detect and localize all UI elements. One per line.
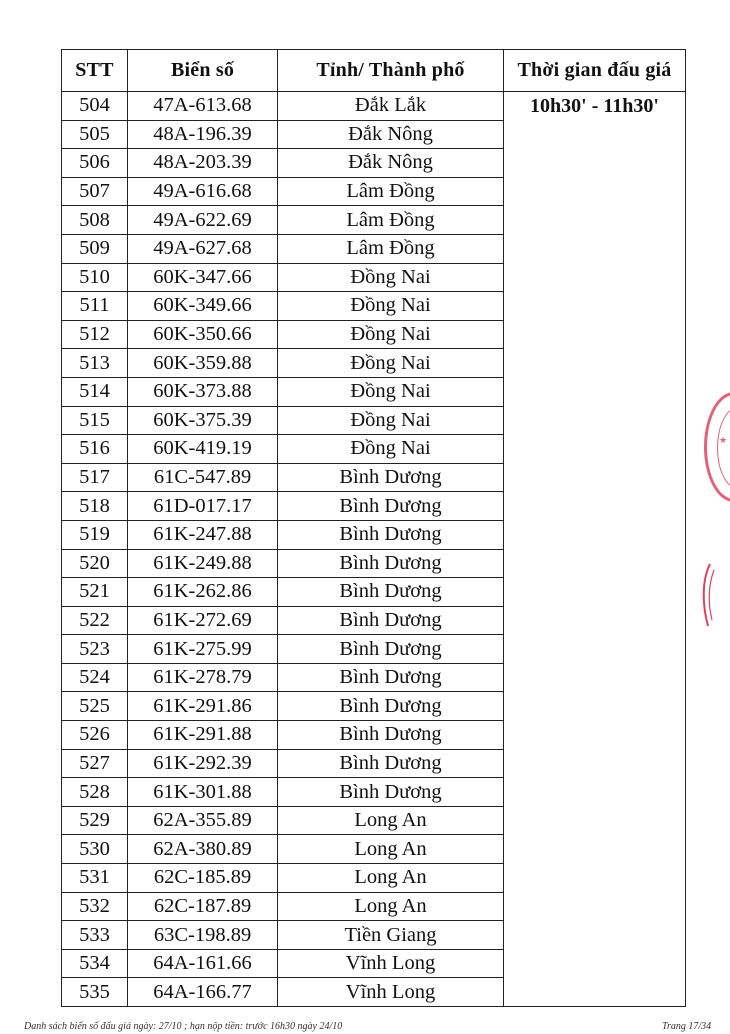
page-number: Trang 17/34 — [662, 1021, 712, 1032]
row-plate-number: 61K-247.88 — [128, 520, 278, 549]
row-stt: 522 — [62, 606, 128, 635]
row-stt: 521 — [62, 578, 128, 607]
row-plate-number: 60K-350.66 — [128, 320, 278, 349]
row-plate-number: 49A-622.69 — [128, 206, 278, 235]
row-province: Vĩnh Long — [278, 978, 504, 1007]
row-plate-number: 60K-349.66 — [128, 292, 278, 321]
row-plate-number: 61K-249.88 — [128, 549, 278, 578]
row-plate-number: 48A-203.39 — [128, 149, 278, 178]
row-province: Tiền Giang — [278, 921, 504, 950]
row-stt: 533 — [62, 921, 128, 950]
row-province: Bình Dương — [278, 778, 504, 807]
stamp-inner-ring — [717, 407, 730, 489]
row-province: Lâm Đồng — [278, 234, 504, 263]
row-plate-number: 49A-627.68 — [128, 234, 278, 263]
row-stt: 514 — [62, 377, 128, 406]
row-stt: 512 — [62, 320, 128, 349]
row-province: Vĩnh Long — [278, 949, 504, 978]
row-province: Đồng Nai — [278, 292, 504, 321]
row-province: Đắk Lắk — [278, 92, 504, 121]
header-plate-number: Biển số — [128, 50, 278, 92]
row-plate-number: 61K-292.39 — [128, 749, 278, 778]
row-province: Đồng Nai — [278, 320, 504, 349]
row-stt: 525 — [62, 692, 128, 721]
header-auction-time: Thời gian đấu giá — [504, 50, 686, 92]
signature-mark — [696, 560, 730, 630]
row-plate-number: 61K-275.99 — [128, 635, 278, 664]
row-stt: 529 — [62, 806, 128, 835]
row-stt: 513 — [62, 349, 128, 378]
row-plate-number: 62C-187.89 — [128, 892, 278, 921]
row-province: Bình Dương — [278, 463, 504, 492]
row-stt: 527 — [62, 749, 128, 778]
row-province: Bình Dương — [278, 549, 504, 578]
row-province: Đồng Nai — [278, 349, 504, 378]
row-stt: 530 — [62, 835, 128, 864]
row-stt: 516 — [62, 435, 128, 464]
table-row — [62, 92, 686, 121]
row-stt: 528 — [62, 778, 128, 807]
auction-time-slot: 10h30' - 11h30' — [504, 92, 686, 1007]
row-province: Long An — [278, 864, 504, 893]
row-province: Long An — [278, 892, 504, 921]
row-province: Bình Dương — [278, 492, 504, 521]
row-plate-number: 61D-017.17 — [128, 492, 278, 521]
row-plate-number: 62A-380.89 — [128, 835, 278, 864]
row-plate-number: 61K-291.88 — [128, 721, 278, 750]
row-stt: 518 — [62, 492, 128, 521]
row-province: Bình Dương — [278, 749, 504, 778]
row-plate-number: 60K-359.88 — [128, 349, 278, 378]
row-province: Đắk Nông — [278, 120, 504, 149]
row-stt: 507 — [62, 177, 128, 206]
row-province: Đắk Nông — [278, 149, 504, 178]
table-header-row — [62, 50, 686, 92]
row-plate-number: 61C-547.89 — [128, 463, 278, 492]
official-stamp — [704, 392, 730, 502]
row-plate-number: 49A-616.68 — [128, 177, 278, 206]
row-stt: 506 — [62, 149, 128, 178]
row-plate-number: 61K-301.88 — [128, 778, 278, 807]
row-plate-number: 64A-166.77 — [128, 978, 278, 1007]
row-plate-number: 60K-347.66 — [128, 263, 278, 292]
row-province: Long An — [278, 835, 504, 864]
row-plate-number: 62A-355.89 — [128, 806, 278, 835]
row-plate-number: 47A-613.68 — [128, 92, 278, 121]
row-plate-number: 61K-278.79 — [128, 663, 278, 692]
row-province: Bình Dương — [278, 635, 504, 664]
row-plate-number: 61K-291.86 — [128, 692, 278, 721]
row-stt: 534 — [62, 949, 128, 978]
row-plate-number: 60K-419.19 — [128, 435, 278, 464]
row-plate-number: 63C-198.89 — [128, 921, 278, 950]
auction-plates-table — [61, 49, 686, 1007]
row-stt: 524 — [62, 663, 128, 692]
row-stt: 523 — [62, 635, 128, 664]
row-stt: 519 — [62, 520, 128, 549]
row-plate-number: 62C-185.89 — [128, 864, 278, 893]
row-province: Đồng Nai — [278, 377, 504, 406]
footer-note: Danh sách biển số đấu giá ngày: 27/10 ; hạn nộp tiền: trước 16h30 ngày 24/10 — [24, 1021, 343, 1032]
row-plate-number: 61K-272.69 — [128, 606, 278, 635]
header-stt: STT — [62, 50, 128, 92]
row-stt: 509 — [62, 234, 128, 263]
header-province: Tỉnh/ Thành phố — [278, 50, 504, 92]
row-province: Đồng Nai — [278, 435, 504, 464]
row-province: Bình Dương — [278, 578, 504, 607]
row-province: Bình Dương — [278, 663, 504, 692]
row-plate-number: 61K-262.86 — [128, 578, 278, 607]
row-stt: 511 — [62, 292, 128, 321]
row-province: Lâm Đồng — [278, 177, 504, 206]
row-province: Bình Dương — [278, 692, 504, 721]
row-plate-number: 60K-373.88 — [128, 377, 278, 406]
row-province: Bình Dương — [278, 520, 504, 549]
row-stt: 504 — [62, 92, 128, 121]
row-stt: 508 — [62, 206, 128, 235]
row-plate-number: 48A-196.39 — [128, 120, 278, 149]
row-province: Đồng Nai — [278, 406, 504, 435]
row-plate-number: 60K-375.39 — [128, 406, 278, 435]
row-stt: 526 — [62, 721, 128, 750]
row-stt: 532 — [62, 892, 128, 921]
row-province: Lâm Đồng — [278, 206, 504, 235]
row-stt: 515 — [62, 406, 128, 435]
row-stt: 517 — [62, 463, 128, 492]
row-province: Đồng Nai — [278, 263, 504, 292]
row-plate-number: 64A-161.66 — [128, 949, 278, 978]
row-stt: 531 — [62, 864, 128, 893]
stamp-star-icon: ★ — [719, 435, 728, 445]
row-stt: 535 — [62, 978, 128, 1007]
row-province: Bình Dương — [278, 606, 504, 635]
row-province: Bình Dương — [278, 721, 504, 750]
row-stt: 510 — [62, 263, 128, 292]
row-stt: 520 — [62, 549, 128, 578]
row-province: Long An — [278, 806, 504, 835]
row-stt: 505 — [62, 120, 128, 149]
